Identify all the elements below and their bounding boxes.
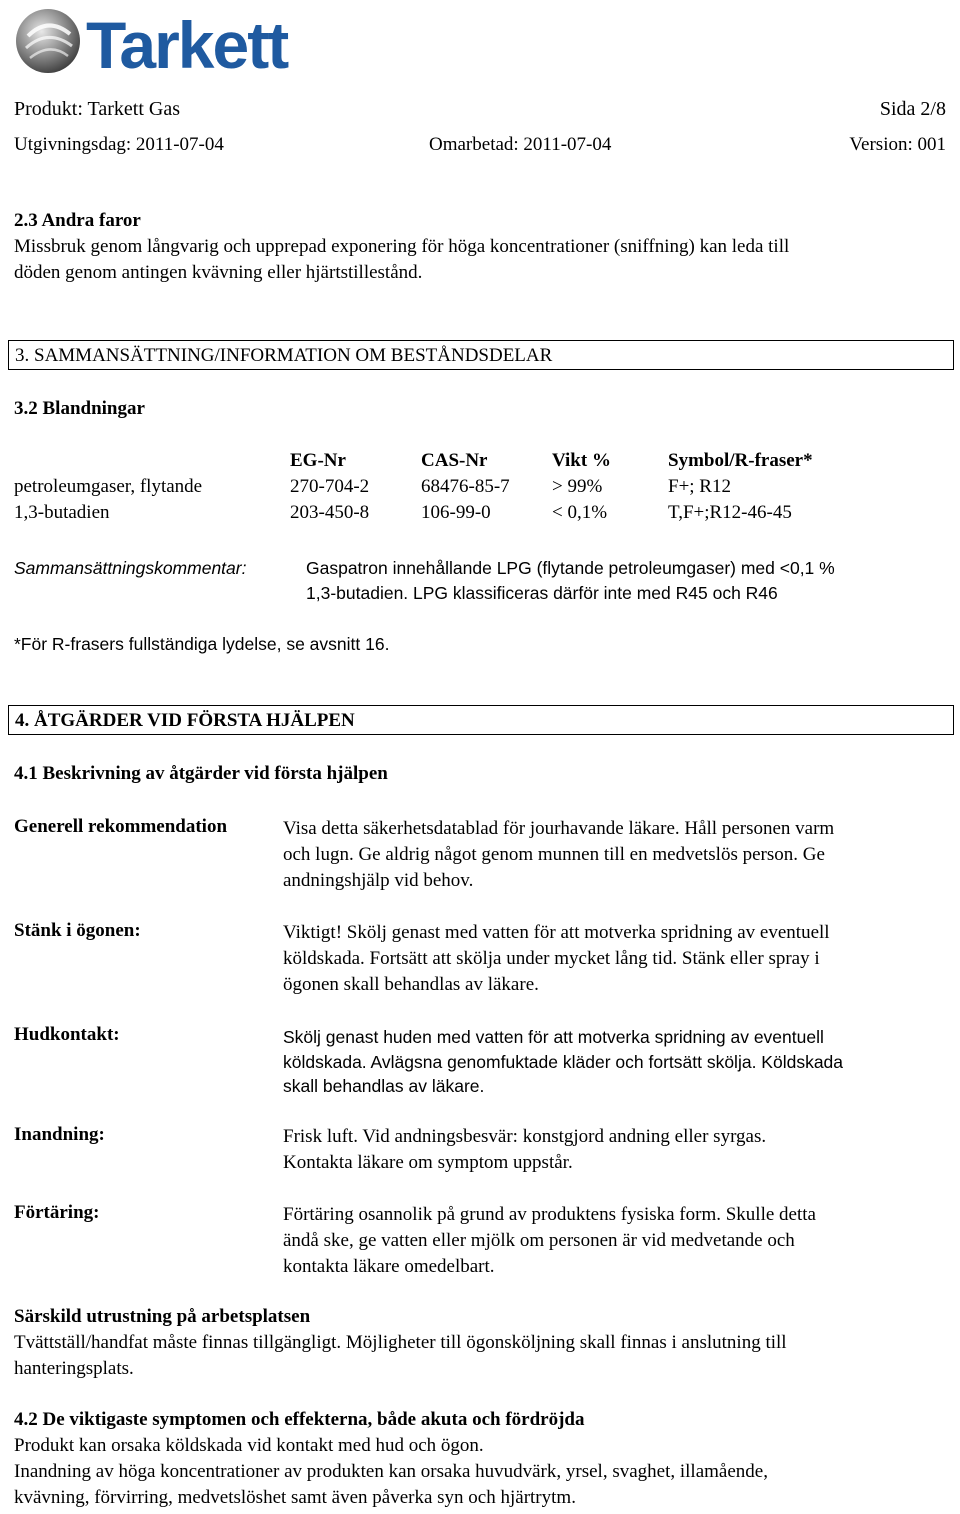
section-3-2-title: 3.2 Blandningar: [14, 398, 145, 419]
first-aid-eyes-line-1: Viktigt! Skölj genast med vatten för att motverka spridning av eventuell: [283, 922, 830, 943]
table-row-2-eg: 203-450-8: [290, 502, 370, 523]
tarkett-swirl-icon: [14, 6, 334, 76]
header-row-2: [14, 134, 946, 160]
issue-date: Utgivningsdag: 2011-07-04: [14, 134, 224, 155]
first-aid-label-ingestion: Förtäring:: [14, 1202, 100, 1223]
composition-comment-line-2: 1,3-butadien. LPG klassificeras därför inte med R45 och R46: [306, 583, 778, 603]
composition-table: [14, 450, 944, 530]
table-row-1-name: petroleumgaser, flytande: [14, 476, 203, 497]
table-row-1-eg: 270-704-2: [290, 476, 370, 497]
first-aid-label-general: Generell rekommendation: [14, 816, 228, 837]
col-weight: Vikt %: [552, 450, 611, 471]
first-aid-ingestion-line-1: Förtäring osannolik på grund av produktens fysiska form. Skulle detta: [283, 1204, 816, 1225]
table-row-1-weight: > 99%: [552, 476, 603, 497]
first-aid-text-eyes: [283, 920, 948, 998]
section-4-2-line-1: Produkt kan orsaka köldskada vid kontakt med hud och ögon.: [14, 1435, 484, 1456]
section-4-heading-text: 4. ÅTGÄRDER VID FÖRSTA HJÄLPEN: [15, 710, 355, 731]
page-number: Sida 2/8: [879, 98, 946, 120]
first-aid-skin-line-1: Skölj genast huden med vatten för att motverka spridning av eventuell: [283, 1027, 824, 1047]
section-4-1-title: 4.1 Beskrivning av åtgärder vid första hjälpen: [14, 763, 388, 784]
special-equipment-line-2: hanteringsplats.: [14, 1358, 134, 1379]
version: Version: 001: [849, 134, 946, 155]
table-row-2-cas: 106-99-0: [421, 502, 491, 523]
section-3-heading: [8, 340, 954, 370]
section-4-2-line-3: kvävning, förvirring, medvetslöshet samt även påverka syn och hjärtrytm.: [14, 1487, 576, 1508]
product-name: Produkt: Tarkett Gas: [14, 98, 180, 120]
first-aid-general-line-3: andningshjälp vid behov.: [283, 870, 474, 891]
first-aid-text-skin: [283, 1025, 948, 1099]
first-aid-eyes-line-2: köldskada. Fortsätt att skölja under mycket lång tid. Stänk eller spray i: [283, 948, 820, 969]
tarkett-logo: [14, 6, 334, 76]
section-3-heading-text: 3. SAMMANSÄTTNING/INFORMATION OM BESTÅNDSDELAR: [15, 345, 553, 366]
first-aid-skin-line-3: skall behandlas av läkare.: [283, 1076, 485, 1096]
revised-date: Omarbetad: 2011-07-04: [429, 134, 612, 155]
col-cas-nr: CAS-Nr: [421, 450, 488, 471]
composition-comment-line-1: Gaspatron innehållande LPG (flytande petroleumgaser) med <0,1 %: [306, 558, 835, 578]
table-row-2-weight: < 0,1%: [552, 502, 608, 523]
special-equipment-title: Särskild utrustning på arbetsplatsen: [14, 1306, 311, 1327]
first-aid-ingestion-line-3: kontakta läkare omedelbart.: [283, 1256, 495, 1277]
first-aid-inhalation-line-1: Frisk luft. Vid andningsbesvär: konstgjord andning eller syrgas.: [283, 1126, 767, 1147]
table-row-2-name: 1,3-butadien: [14, 502, 110, 523]
first-aid-text-ingestion: [283, 1202, 948, 1280]
section-4-2-line-2: Inandning av höga koncentrationer av produkten kan orsaka huvudvärk, yrsel, svaghet, illamående,: [14, 1461, 768, 1482]
col-symbol: Symbol/R-fraser*: [668, 450, 813, 471]
first-aid-text-inhalation: [283, 1124, 948, 1176]
first-aid-label-inhalation: Inandning:: [14, 1124, 105, 1145]
table-row-1-cas: 68476-85-7: [421, 476, 510, 497]
col-eg-nr: EG-Nr: [290, 450, 346, 471]
header-row-1: [14, 98, 946, 124]
section-4-2-title: 4.2 De viktigaste symptomen och effekterna, både akuta och fördröjda: [14, 1409, 585, 1430]
section-2-3-title: 2.3 Andra faror: [14, 210, 141, 231]
first-aid-label-skin: Hudkontakt:: [14, 1024, 120, 1045]
special-equipment-line-1: Tvättställ/handfat måste finnas tillgängligt. Möjligheter till ögonsköljning skall finnas i anslutning till: [14, 1332, 787, 1353]
brand-wordmark: Tarkett: [86, 8, 288, 76]
first-aid-ingestion-line-2: ändå ske, ge vatten eller mjölk om personen är vid medvetande och: [283, 1230, 795, 1251]
composition-comment-label: Sammansättningskommentar:: [14, 558, 247, 578]
first-aid-general-line-1: Visa detta säkerhetsdatablad för jourhavande läkare. Håll personen varm: [283, 818, 835, 839]
section-2-3-line-1: Missbruk genom långvarig och upprepad exponering för höga koncentrationer (sniffning) kan leda till: [14, 236, 790, 257]
first-aid-eyes-line-3: ögonen skall behandlas av läkare.: [283, 974, 539, 995]
section-2-3-line-2: döden genom antingen kvävning eller hjärtstillestånd.: [14, 262, 423, 283]
first-aid-general-line-2: och lugn. Ge aldrig något genom munnen till en medvetslös person. Ge: [283, 844, 825, 865]
first-aid-text-general: [283, 816, 948, 894]
table-row-1-symbol: F+; R12: [668, 476, 731, 497]
first-aid-inhalation-line-2: Kontakta läkare om symptom uppstår.: [283, 1152, 573, 1173]
first-aid-label-eyes: Stänk i ögonen:: [14, 920, 141, 941]
table-row-2-symbol: T,F+;R12-46-45: [668, 502, 792, 523]
first-aid-skin-line-2: köldskada. Avlägsna genomfuktade kläder och fortsätt skölja. Köldskada: [283, 1051, 844, 1072]
footnote: *För R-frasers fullständiga lydelse, se avsnitt 16.: [14, 634, 390, 654]
section-4-heading: [8, 705, 954, 735]
